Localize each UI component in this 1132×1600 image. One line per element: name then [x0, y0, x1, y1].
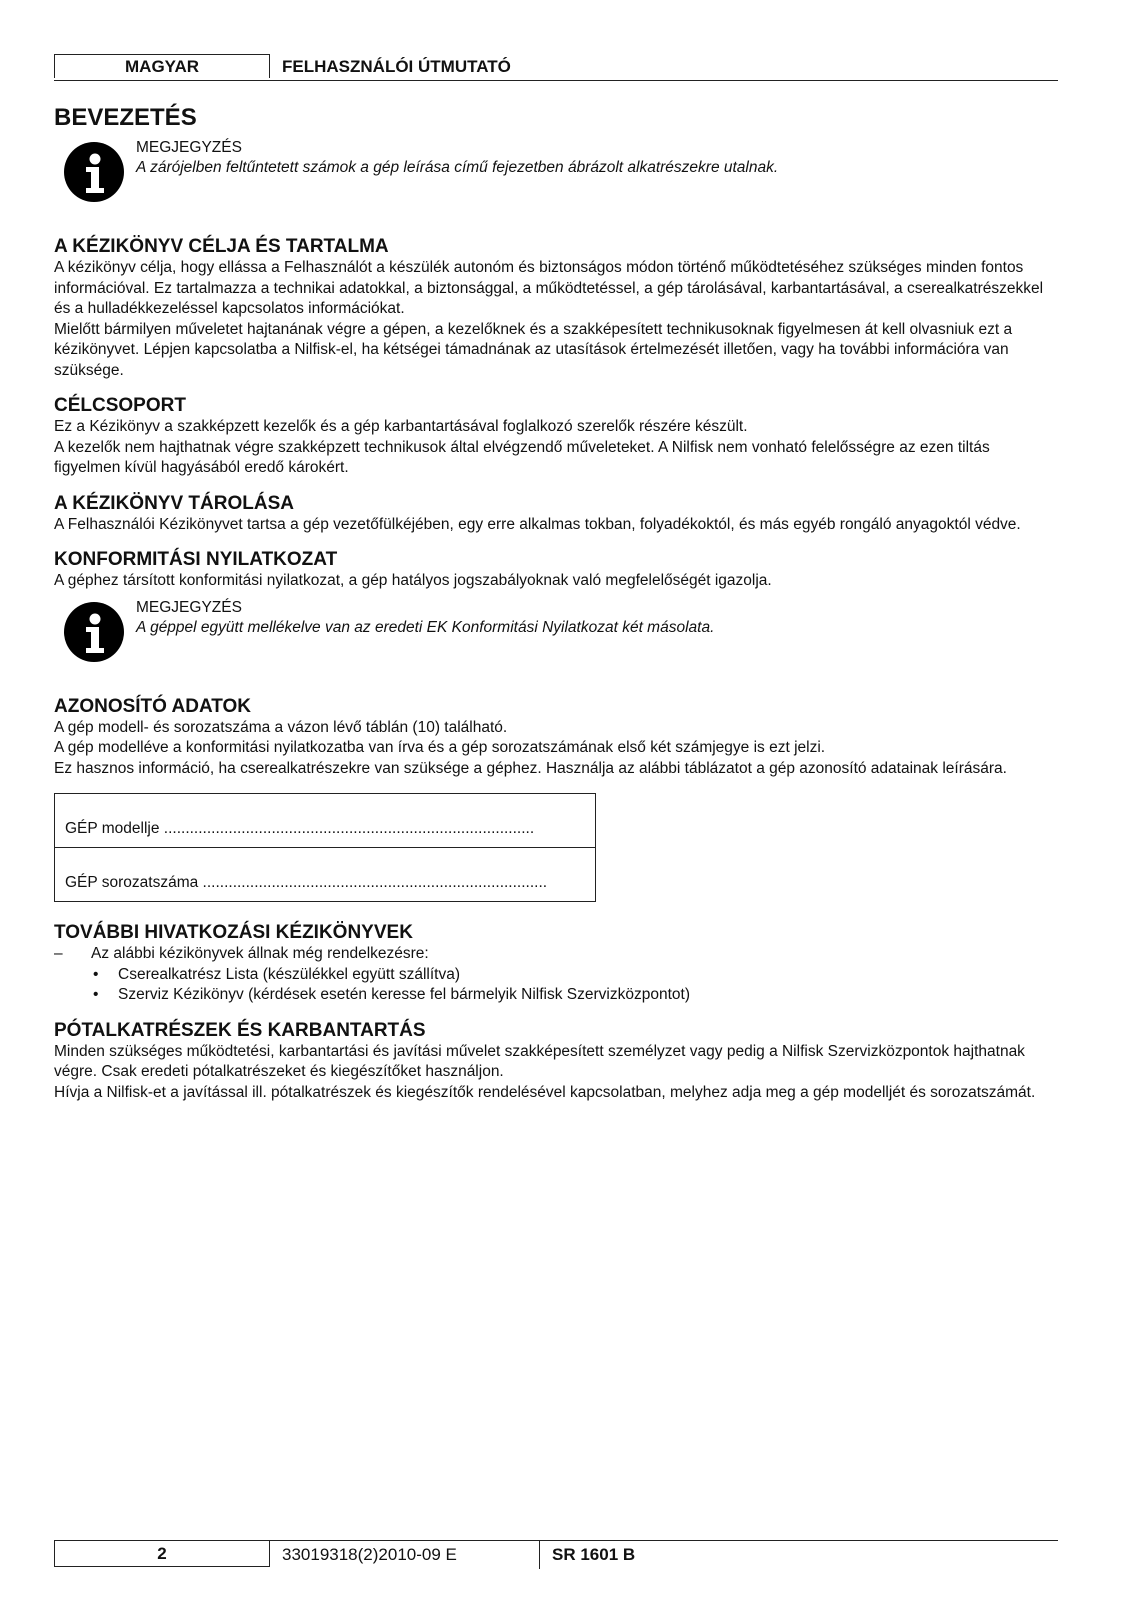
header-doc-title: FELHASZNÁLÓI ÚTMUTATÓ: [282, 57, 511, 76]
info-icon: [64, 142, 124, 202]
note-conformity: [54, 598, 1058, 668]
section-other-manuals: [54, 922, 1058, 1006]
section-title: TOVÁBBI HIVATKOZÁSI KÉZIKÖNYVEK: [54, 922, 413, 943]
section-title: A KÉZIKÖNYV TÁROLÁSA: [54, 492, 294, 514]
serial-field: GÉP sorozatszáma ................................................................................: [65, 873, 548, 891]
section-purpose: [54, 236, 1058, 381]
note-intro: [54, 138, 1058, 208]
paragraph: Hívja a Nilfisk-et a javítással ill. pótalkatrészek és kiegészítők rendelésével kapcsolatban, melyhez adja meg a gép modelljét és sorozatszámát.: [54, 1083, 1036, 1101]
section-audience: [54, 395, 1058, 479]
section-title: KONFORMITÁSI NYILATKOZAT: [54, 549, 338, 570]
page-title: BEVEZETÉS: [54, 104, 197, 131]
serial-row: [55, 847, 595, 901]
page-footer: [54, 1540, 1058, 1569]
note-label: MEGJEGYZÉS: [136, 598, 242, 616]
page-content: [54, 100, 1058, 1117]
info-icon: [64, 602, 124, 662]
paragraph: A géphez társított konformitási nyilatkozat, a gép hatályos jogszabályoknak való megfelelőségét igazolja.: [54, 572, 772, 589]
section-spare-parts: [54, 1020, 1058, 1104]
note-text: A zárójelben feltűntetett számok a gép leírása című fejezetben ábrázolt alkatrészekre utalnak.: [136, 159, 779, 176]
list-item: [54, 944, 1058, 1006]
list-item: • Cserealkatrész Lista (készülékkel együtt szállítva): [91, 965, 1058, 986]
model-row: [55, 794, 595, 847]
manuals-list: [54, 944, 1058, 1006]
section-title: A KÉZIKÖNYV CÉLJA ÉS TARTALMA: [54, 236, 389, 257]
paragraph: A gép modell- és sorozatszáma a vázon lévő táblán (10) található.: [54, 718, 508, 736]
paragraph: Mielőtt bármilyen műveletet hajtanának végre a gépen, a kezelőknek és a szakképesített technikusoknak figyelmesen át kell olvasniuk ezt a kézikönyvet. Lépjen kapcsolatba a Nilfisk-el, ha kétségei támadnának az utasítások értelmezését illetően, vagy ha további információra van szüksége.: [54, 320, 1013, 379]
header-language: MAGYAR: [54, 54, 270, 78]
paragraph: A kezelők nem hajthatnak végre szakképzett technikusok által elvégzendő műveleteket. A Nilfisk nem vonható felelősségre az ezen tiltás figyelmen kívül hagyásából eredő károkért.: [54, 438, 990, 476]
section-storage: [54, 493, 1058, 536]
model-field: GÉP modellje ......................................................................................: [65, 819, 535, 837]
note-text: A géppel együtt mellékelve van az eredeti EK Konformitási Nyilatkozat két másolata.: [136, 618, 715, 636]
section-title: CÉLCSOPORT: [54, 395, 186, 416]
section-identification: [54, 696, 1058, 903]
paragraph: Ez a Kézikönyv a szakképzett kezelők és a gép karbantartásával foglalkozó szerelők részére készült.: [54, 418, 748, 435]
model-name: SR 1601 B: [552, 1545, 636, 1564]
note-label: MEGJEGYZÉS: [136, 139, 242, 156]
paragraph: Ez hasznos információ, ha cserealkatrészekre van szüksége a géphez. Használja az alábbi táblázatot a gép azonosító adatainak leírására.: [54, 759, 1007, 777]
footer-divider: [539, 1541, 540, 1569]
list-intro: Az alábbi kézikönyvek állnak még rendelkezésre:: [91, 945, 429, 962]
page-number: 2: [54, 1541, 270, 1567]
section-title: PÓTALKATRÉSZEK ÉS KARBANTARTÁS: [54, 1019, 426, 1041]
document-code: 33019318(2)2010-09 E: [282, 1545, 457, 1564]
paragraph: A kézikönyv célja, hogy ellássa a Felhasználót a készülék autonóm és biztonságos módon történő működtetéséhez szükséges minden fontos információval. Ez tartalmazza a technikai adatokkal, a biztonsággal, a működtetéssel, a gép tárolásával, karbantartásával, a cserealkatrészekkel és a hulladékkezeléssel kapcsolatos információkat.: [54, 259, 1044, 317]
paragraph: A Felhasználói Kézikönyvet tartsa a gép vezetőfülkéjében, egy erre alkalmas tokban, folyadékoktól, és más egyéb rongáló anyagoktól védve.: [54, 515, 1021, 533]
paragraph: A gép modelléve a konformitási nyilatkozatba van írva és a gép sorozatszámának első két számjegye is ezt jelzi.: [54, 739, 826, 756]
paragraph: Minden szükséges működtetési, karbantartási és javítási művelet szakképesített személyzet vagy pedig a Nilfisk Szervizközpontok hajthatnak végre. Csak eredeti pótalkatrészeket és kiegészítőket használjon.: [54, 1042, 1025, 1080]
section-conformity: [54, 549, 1058, 592]
list-item: • Szerviz Kézikönyv (kérdések esetén keresse fel bármelyik Nilfisk Szervizközpontot): [91, 985, 1058, 1006]
page-header: [54, 54, 1058, 81]
section-title: AZONOSÍTÓ ADATOK: [54, 695, 252, 717]
identification-table: [54, 793, 596, 902]
manuals-sublist: [91, 965, 1058, 1006]
